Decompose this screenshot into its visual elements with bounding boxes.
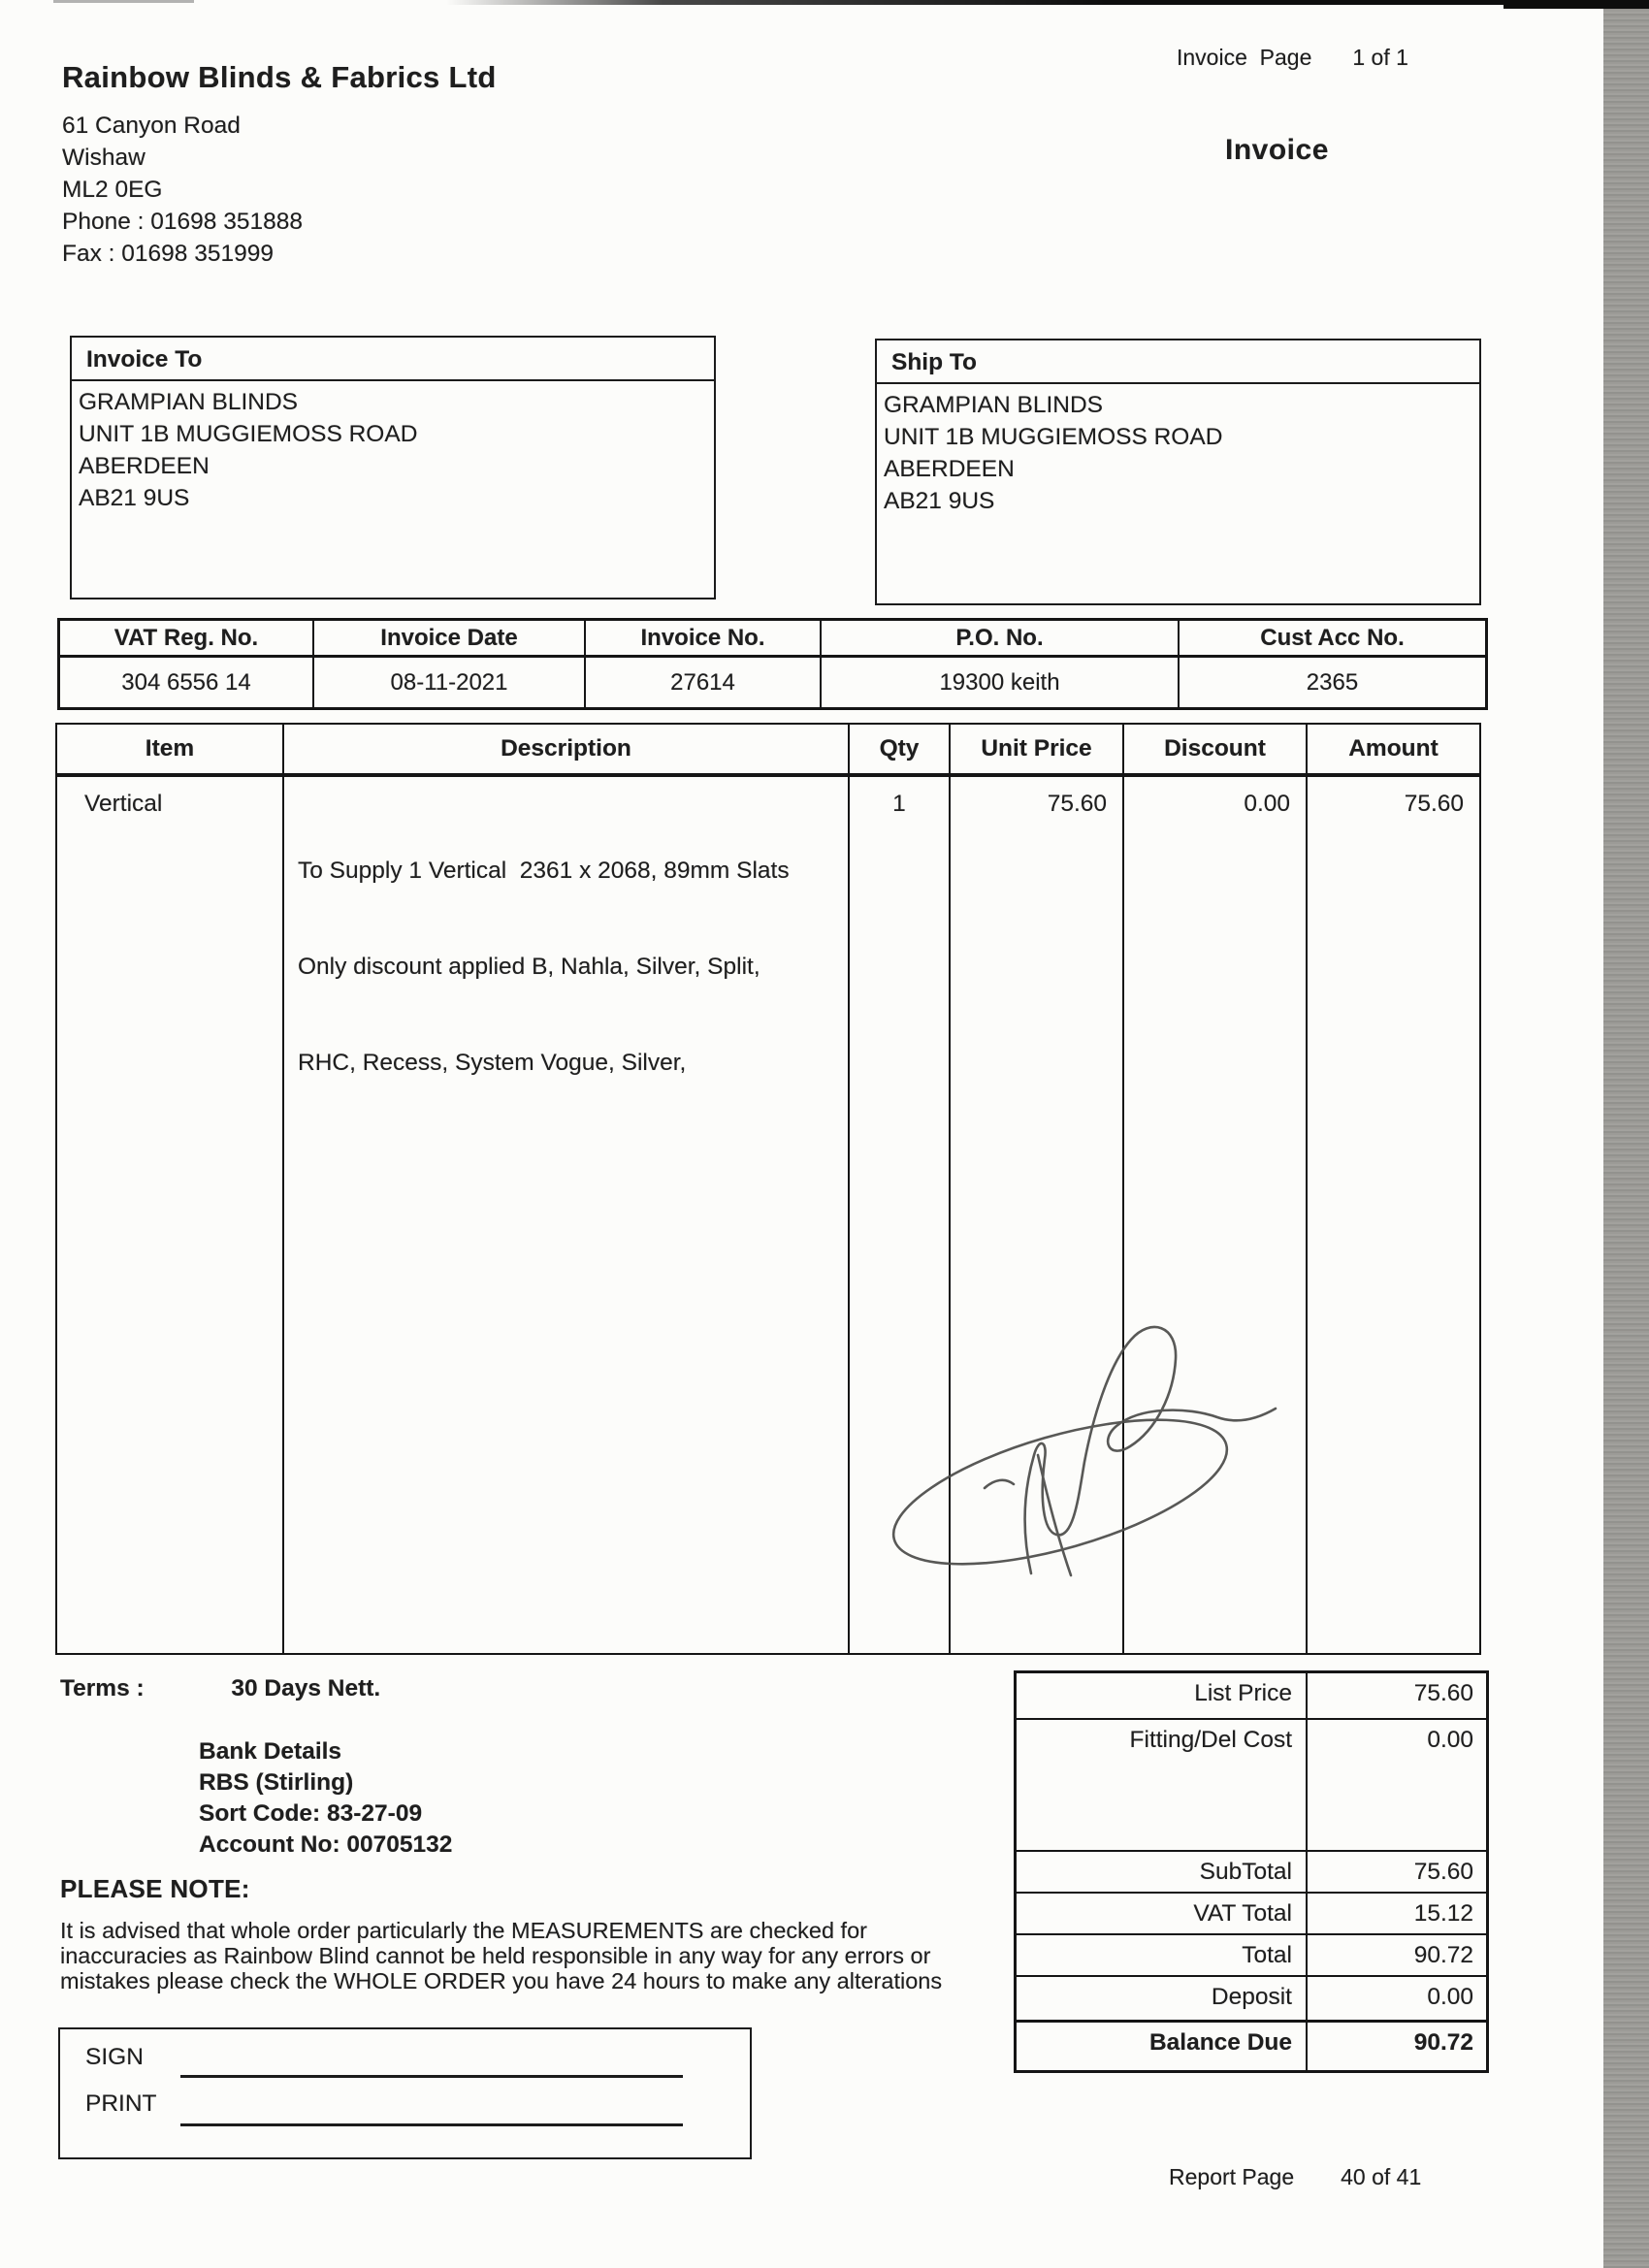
items-header-qty: Qty (850, 725, 951, 777)
note-line: inaccuracies as Rainbow Blind cannot be held responsible in any way for any errors or (60, 1943, 931, 1968)
totals-value: 75.60 (1413, 1680, 1473, 1706)
company-address-line: Fax : 01698 351999 (62, 241, 274, 267)
ship-to-title: Ship To (877, 340, 1479, 384)
meta-header-po-no: P.O. No. (822, 621, 1180, 658)
please-note-title: PLEASE NOTE: (60, 1874, 250, 1903)
handwritten-signature (876, 1298, 1293, 1599)
invoice-meta-table (57, 618, 1488, 710)
totals-label: Fitting/Del Cost (1017, 1720, 1308, 1850)
totals-label: SubTotal (1017, 1852, 1308, 1892)
totals-row-list-price (1017, 1673, 1486, 1718)
sign-label: SIGN (85, 2044, 144, 2070)
items-header-description: Description (284, 725, 850, 777)
ship-to-box (875, 339, 1481, 605)
totals-label: Deposit (1017, 1977, 1308, 2020)
item-cell-unit-price: 75.60 (951, 777, 1124, 1653)
note-line: It is advised that whole order particularly the MEASUREMENTS are checked for (60, 1918, 867, 1943)
bank-line: Sort Code: 83-27-09 (199, 1800, 423, 1827)
totals-value: 90.72 (1413, 2029, 1473, 2056)
totals-row-deposit (1017, 1975, 1486, 2020)
company-address (62, 110, 303, 270)
totals-value: 15.12 (1413, 1900, 1473, 1927)
totals-label: Balance Due (1017, 2023, 1308, 2070)
bank-line: Bank Details (199, 1738, 342, 1765)
ship-to-line: AB21 9US (884, 488, 995, 514)
terms-row (60, 1675, 380, 1702)
totals-value: 0.00 (1427, 1984, 1473, 2010)
items-header-discount: Discount (1124, 725, 1308, 777)
ship-to-line: ABERDEEN (884, 456, 1015, 482)
bank-line: RBS (Stirling) (199, 1769, 354, 1796)
item-cell-description (284, 777, 850, 1653)
company-address-line: Phone : 01698 351888 (62, 209, 303, 235)
report-page-value: 40 of 41 (1341, 2164, 1422, 2189)
invoice-to-box (70, 336, 716, 599)
totals-row-balance-due (1017, 2020, 1486, 2070)
totals-label: Total (1017, 1935, 1308, 1975)
company-address-line: ML2 0EG (62, 177, 163, 203)
totals-row-subtotal (1017, 1850, 1486, 1892)
document-title: Invoice (1225, 134, 1329, 166)
invoice-to-line: GRAMPIAN BLINDS (79, 389, 298, 415)
meta-value-cust-acc: 2365 (1306, 668, 1359, 696)
totals-label: List Price (1017, 1673, 1308, 1718)
invoice-page-value: 1 of 1 (1352, 45, 1408, 70)
meta-value-invoice-date: 08-11-2021 (314, 658, 586, 707)
report-page-indicator (1169, 2164, 1421, 2190)
totals-value: 90.72 (1413, 1942, 1473, 1968)
items-header-unit-price: Unit Price (951, 725, 1124, 777)
terms-value: 30 Days Nett. (231, 1675, 381, 1701)
scan-top-edge-corner (1504, 0, 1649, 9)
totals-row-fitting-del (1017, 1718, 1486, 1850)
item-description-line: To Supply 1 Vertical 2361 x 2068, 89mm Slats (298, 858, 790, 884)
totals-row-vat-total (1017, 1892, 1486, 1933)
totals-row-total (1017, 1933, 1486, 1975)
please-note-text (60, 1918, 991, 1993)
invoice-to-line: ABERDEEN (79, 453, 210, 479)
ship-to-line: GRAMPIAN BLINDS (884, 392, 1103, 418)
invoice-to-address (72, 381, 714, 514)
ship-to-address (877, 384, 1479, 517)
meta-header-cust-acc: Cust Acc No. (1180, 621, 1485, 658)
invoice-to-line: UNIT 1B MUGGIEMOSS ROAD (79, 421, 418, 447)
scan-smudge (53, 0, 194, 3)
meta-header-invoice-no: Invoice No. (586, 621, 822, 658)
invoice-to-title: Invoice To (72, 338, 714, 381)
totals-value: 75.60 (1413, 1859, 1473, 1885)
bank-line: Account No: 00705132 (199, 1831, 453, 1858)
print-line (180, 2123, 683, 2126)
terms-label: Terms : (60, 1675, 145, 1701)
invoice-to-line: AB21 9US (79, 485, 190, 511)
scan-top-edge (446, 0, 1649, 5)
meta-value-vat-reg: 304 6556 14 (60, 658, 314, 707)
items-header-item: Item (57, 725, 284, 777)
sign-print-box (58, 2027, 752, 2159)
ship-to-line: UNIT 1B MUGGIEMOSS ROAD (884, 424, 1223, 450)
meta-value-po-no: 19300 keith (822, 658, 1180, 707)
item-description-line: RHC, Recess, System Vogue, Silver, (298, 1050, 687, 1076)
invoice-page-indicator (1177, 45, 1408, 71)
item-description-line: Only discount applied B, Nahla, Silver, Split, (298, 954, 760, 980)
item-cell-amount: 75.60 (1404, 791, 1464, 817)
item-cell-item: Vertical (57, 777, 284, 1653)
print-label: PRINT (85, 2090, 157, 2117)
meta-header-vat-reg: VAT Reg. No. (60, 621, 314, 658)
totals-box (1014, 1670, 1489, 2073)
company-address-line: 61 Canyon Road (62, 113, 241, 139)
note-line: mistakes please check the WHOLE ORDER you have 24 hours to make any alterations (60, 1968, 943, 1993)
invoice-page-label: Invoice Page (1177, 45, 1312, 70)
totals-value: 0.00 (1427, 1727, 1473, 1753)
company-name: Rainbow Blinds & Fabrics Ltd (62, 60, 497, 94)
meta-header-invoice-date: Invoice Date (314, 621, 586, 658)
item-cell-discount: 0.00 (1124, 777, 1308, 1653)
bank-details (199, 1736, 452, 1861)
items-header-amount: Amount (1308, 725, 1479, 777)
meta-value-invoice-no: 27614 (586, 658, 822, 707)
report-page-label: Report Page (1169, 2164, 1295, 2189)
company-address-line: Wishaw (62, 145, 146, 171)
sign-line (180, 2075, 683, 2078)
scan-edge-strip (1603, 0, 1649, 2268)
item-cell-qty: 1 (850, 777, 951, 1653)
totals-label: VAT Total (1017, 1894, 1308, 1933)
